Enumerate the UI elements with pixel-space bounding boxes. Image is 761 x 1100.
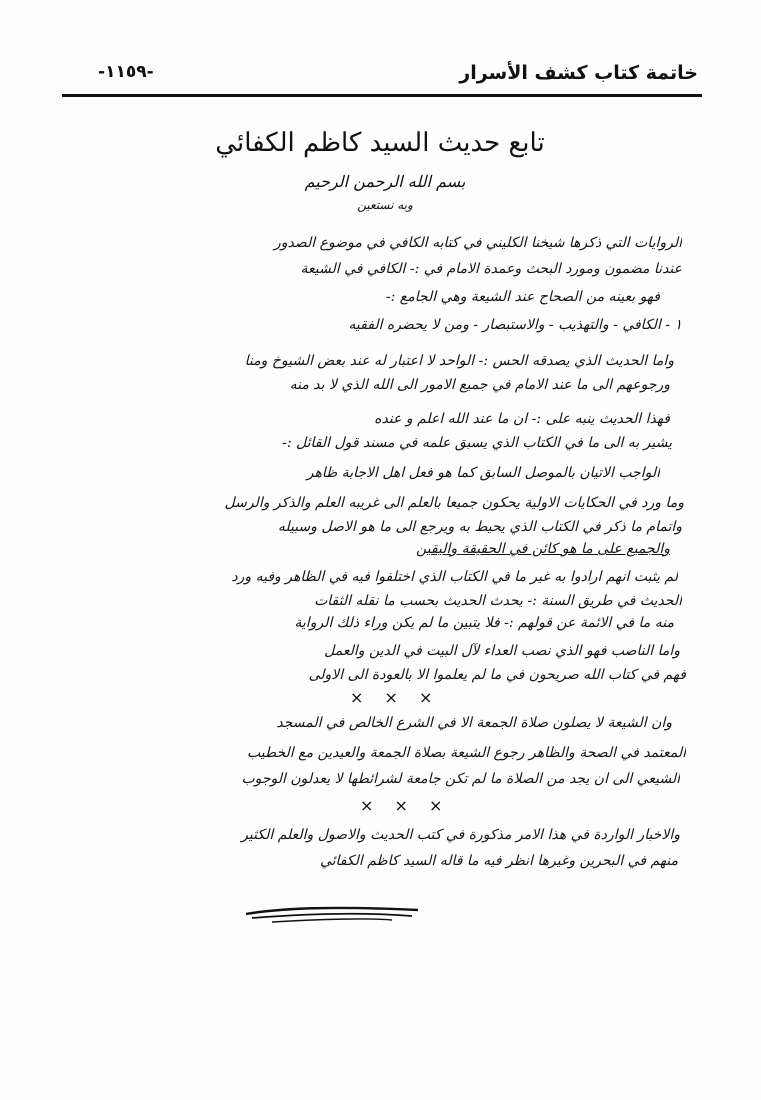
handwritten-manuscript [60, 108, 700, 1078]
manuscript-line: واما الناصب فهو الذي نصب العداء لآل البيت في الدين والعمل [324, 643, 680, 659]
section-separator: × × × [350, 688, 441, 707]
manuscript-line: الحديث في طريق السنة :- يحدث الحديث بحسب ما نقله الثقات [314, 593, 682, 609]
manuscript-line: الروايات التي ذكرها شيخنا الكليني في كتابه الكافي في موضوع الصدور [274, 235, 682, 251]
manuscript-line: يشير به الى ما في الكتاب الذي يسبق علمه في مسند قول القائل :- [282, 435, 672, 451]
manuscript-line: والجميع على ما هو كائن في الحقيقة واليقين [416, 541, 670, 557]
header-divider [62, 94, 702, 97]
manuscript-line: الواجب الاتيان بالموصل السابق كما هو فعل اهل الاجابة ظاهر [306, 465, 660, 481]
manuscript-line: فهذا الحديث ينبه على :- ان ما عند الله اعلم و عنده [374, 411, 670, 427]
manuscript-line: المعتمد في الصحة والظاهر رجوع الشيعة بصلاة الجمعة والعيدين مع الخطيب [247, 745, 686, 761]
page-number: -١١٥٩- [98, 62, 154, 82]
manuscript-line: والاخبار الواردة في هذا الامر مذكورة في كتب الحديث والاصول والعلم الكثير [241, 827, 680, 843]
page-header [62, 58, 702, 92]
manuscript-line: ١ - الكافي - والتهذيب - والاستبصار - ومن لا يحضره الفقيه [348, 317, 682, 333]
manuscript-line: منهم في البحرين وغيرها انظر فيه ما قاله السيد كاظم الكفائي [319, 853, 678, 869]
manuscript-line: فهو بعينه من الصحاح عند الشيعة وهي الجامع :- [385, 289, 660, 305]
manuscript-line: وما ورد في الحكايات الاولية يحكون جميعا بالعلم الى غريبه العلم والذكر والرسل [224, 495, 684, 511]
basmala-subline: وبه نستعين [357, 198, 413, 212]
manuscript-line: لم يثبت انهم ارادوا به غير ما في الكتاب الذي اختلفوا فيه في الظاهر وفيه ورد [231, 569, 678, 585]
manuscript-line: الشيعي الى ان يجد من الصلاة ما لم تكن جامعة لشرائطها لا يعدلون الوجوب [241, 771, 680, 787]
manuscript-line: ورجوعهم الى ما عند الامام في جميع الامور الى الله الذي لا بد منه [289, 377, 670, 393]
manuscript-line: فهم في كتاب الله صريحون في ما لم يعلموا الا بالعودة الى الاولى [308, 667, 686, 683]
book-title: خاتمة كتاب كشف الأسرار [459, 62, 698, 84]
basmala: بسم الله الرحمن الرحيم [304, 172, 466, 191]
manuscript-line: عندنا مضمون ومورد البحث وعمدة الامام في :- الكافي في الشيعة [300, 261, 682, 277]
section-separator: × × × [360, 796, 451, 815]
manuscript-line: منه ما في الائمة عن قولهم :- فلا يتبين ما لم يكن وراء ذلك الرواية [294, 615, 674, 631]
manuscript-line: وان الشيعة لا يصلون صلاة الجمعة الا في الشرع الخالص في المسجد [276, 715, 672, 731]
signature-flourish [242, 898, 422, 928]
manuscript-title: تابع حديث السيد كاظم الكفائي [215, 128, 545, 158]
manuscript-line: واتمام ما ذكر في الكتاب الذي يحيط به ويرجع الى ما هو الاصل وسبيله [277, 519, 682, 535]
manuscript-line: واما الحديث الذي يصدقه الحس :- الواحد لا اعتبار له عند بعض الشيوخ ومنا [244, 353, 674, 369]
